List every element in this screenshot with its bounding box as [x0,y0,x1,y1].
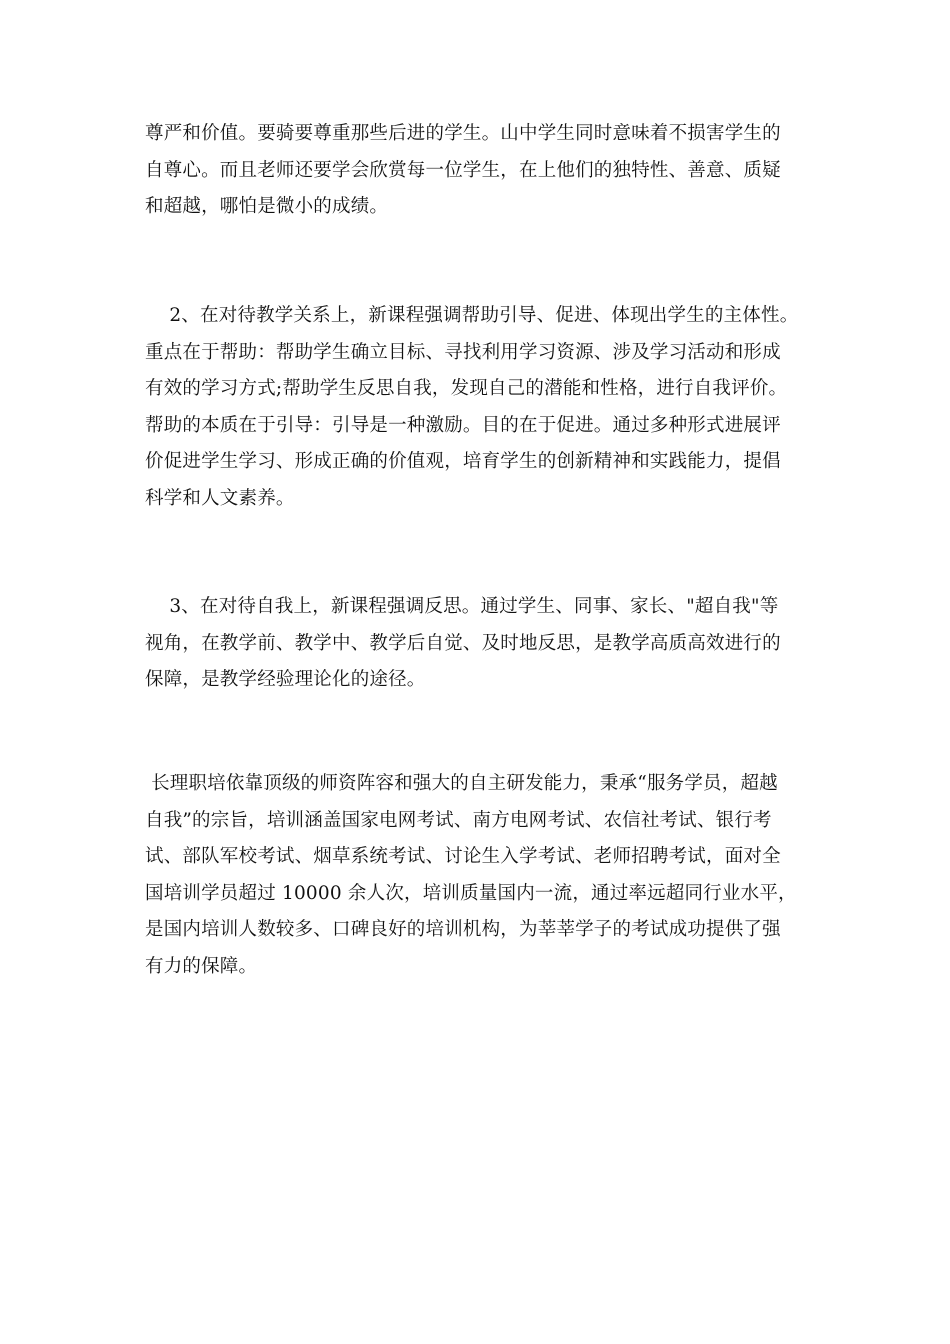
text-line: 有效的学习方式;帮助学生反思自我，发现自己的潜能和性格，进行自我评价。 [145,378,788,399]
paragraph-respect-students [145,116,815,226]
text-line: 有力的保障。 [145,955,258,977]
text-line: 3、在对待自我上，新课程强调反思。通过学生、同事、家长、"超自我"等 [145,596,779,617]
text-line: 自我”的宗旨，培训涵盖国家电网考试、南方电网考试、农信社考试、银行考 [145,809,772,831]
text-line: 保障，是教学经验理论化的途径。 [145,669,426,690]
paragraph-training-institution [145,766,815,985]
text-line: 自尊心。而且老师还要学会欣赏每一位学生，在上他们的独特性、善意、质疑 [145,159,781,181]
paragraph-teaching-relationship [145,298,815,517]
text-line: 帮助的本质在于引导：引导是一种激励。目的在于促进。通过多种形式进展评 [145,414,781,436]
text-line: 视角，在教学前、教学中、教学后自觉、及时地反思，是教学高质高效进行的 [145,632,781,654]
text-line: 和超越，哪怕是微小的成绩。 [145,196,389,217]
text-line: 重点在于帮助：帮助学生确立目标、寻找利用学习资源、涉及学习活动和形成 [145,341,781,363]
text-line: 试、部队军校考试、烟草系统考试、讨论生入学考试、老师招聘考试，面对全 [145,846,781,867]
text-line: 是国内培训人数较多、口碑良好的培训机构，为莘莘学子的考试成功提供了强 [145,919,781,940]
text-line: 科学和人文素养。 [145,487,295,509]
text-line: 长理职培依靠顶级的师资阵容和强大的自主研发能力，秉承“服务学员，超越 [145,773,778,794]
text-line: 尊严和价值。要骑要尊重那些后进的学生。山中学生同时意味着不损害学生的 [145,123,781,144]
paragraph-self-reflection [145,589,815,699]
text-line: 国培训学员超过 10000 余人次，培训质量国内一流，通过率远超同行业水平， [145,882,797,904]
text-line: 2、在对待教学关系上，新课程强调帮助引导、促进、体现出学生的主体性。 [145,305,799,326]
text-line: 价促进学生学习、形成正确的价值观，培育学生的创新精神和实践能力，提倡 [145,451,781,472]
